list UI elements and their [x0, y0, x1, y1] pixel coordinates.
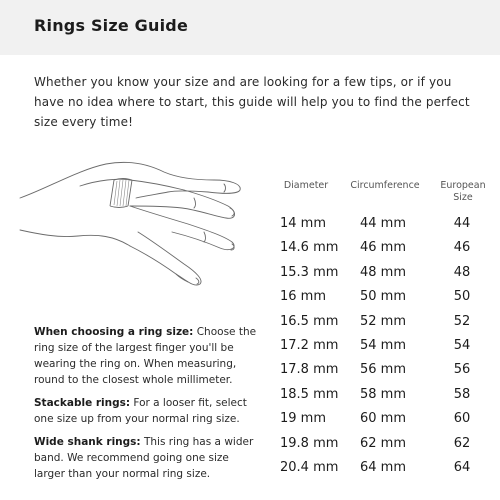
column-header-european-line1: European	[440, 180, 486, 191]
tip-choosing-size	[34, 324, 260, 388]
table-row	[280, 314, 490, 338]
cell-circumference: 50 mm	[360, 289, 407, 305]
cell-diameter: 14.6 mm	[280, 240, 339, 256]
cell-european-size: 54	[453, 337, 471, 353]
tip-stackable	[34, 395, 260, 427]
cell-european-size: 62	[453, 435, 471, 451]
tip-body: For a looser fit, select one size up from your normal ring size.	[34, 397, 247, 425]
table-row	[280, 338, 490, 362]
column-header-diameter: Diameter	[283, 180, 329, 191]
cell-european-size: 50	[453, 289, 471, 305]
table-row	[280, 411, 490, 435]
tip-heading: Wide shank rings:	[34, 436, 141, 448]
hand-with-ring-icon	[18, 150, 248, 300]
cell-european-size: 60	[453, 411, 471, 427]
cell-european-size: 56	[453, 362, 471, 378]
intro-text: Whether you know your size and are looking for a few tips, or if you have no idea where to start, this guide will help you to find the perfect size every time!	[34, 75, 470, 129]
cell-diameter: 19 mm	[280, 411, 327, 427]
size-table	[280, 216, 490, 484]
tip-heading: When choosing a ring size:	[34, 326, 194, 338]
cell-circumference: 62 mm	[360, 435, 407, 451]
cell-diameter: 16 mm	[280, 289, 327, 305]
cell-circumference: 58 mm	[360, 386, 407, 402]
column-header-european-line2: Size	[453, 192, 473, 203]
cell-european-size: 44	[453, 216, 471, 231]
cell-european-size: 46	[453, 240, 471, 256]
table-row	[280, 362, 490, 386]
cell-european-size: 52	[453, 313, 471, 329]
cell-diameter: 14 mm	[280, 216, 327, 231]
tip-body: Choose the ring size of the largest finger you'll be wearing the ring on. When measuring, round to the closest whole millimeter.	[34, 326, 257, 386]
page-title: Rings Size Guide	[34, 16, 188, 35]
cell-circumference: 52 mm	[360, 313, 407, 329]
table-row	[280, 289, 490, 313]
cell-diameter: 19.8 mm	[280, 435, 339, 451]
cell-circumference: 56 mm	[360, 362, 407, 378]
table-row	[280, 460, 490, 484]
tips-section	[34, 324, 260, 489]
cell-european-size: 48	[453, 264, 471, 280]
cell-circumference: 44 mm	[360, 216, 407, 231]
table-row	[280, 265, 490, 289]
table-row	[280, 436, 490, 460]
table-row	[280, 216, 490, 240]
tip-wide-shank	[34, 434, 260, 482]
table-row	[280, 240, 490, 264]
tip-heading: Stackable rings:	[34, 397, 131, 409]
cell-diameter: 17.8 mm	[280, 362, 339, 378]
cell-circumference: 64 mm	[360, 459, 407, 475]
cell-circumference: 46 mm	[360, 240, 407, 256]
cell-circumference: 48 mm	[360, 264, 407, 280]
cell-diameter: 18.5 mm	[280, 386, 339, 402]
cell-diameter: 16.5 mm	[280, 313, 339, 329]
cell-diameter: 20.4 mm	[280, 459, 339, 475]
cell-circumference: 54 mm	[360, 337, 407, 353]
cell-diameter: 17.2 mm	[280, 337, 339, 353]
cell-circumference: 60 mm	[360, 411, 407, 427]
cell-european-size: 58	[453, 386, 471, 402]
column-header-european-size	[432, 180, 494, 204]
table-row	[280, 387, 490, 411]
cell-european-size: 64	[453, 459, 471, 475]
tip-body: This ring has a wider band. We recommend going one size larger than your normal ring size.	[34, 436, 254, 480]
column-header-circumference: Circumference	[350, 180, 420, 191]
cell-diameter: 15.3 mm	[280, 264, 339, 280]
